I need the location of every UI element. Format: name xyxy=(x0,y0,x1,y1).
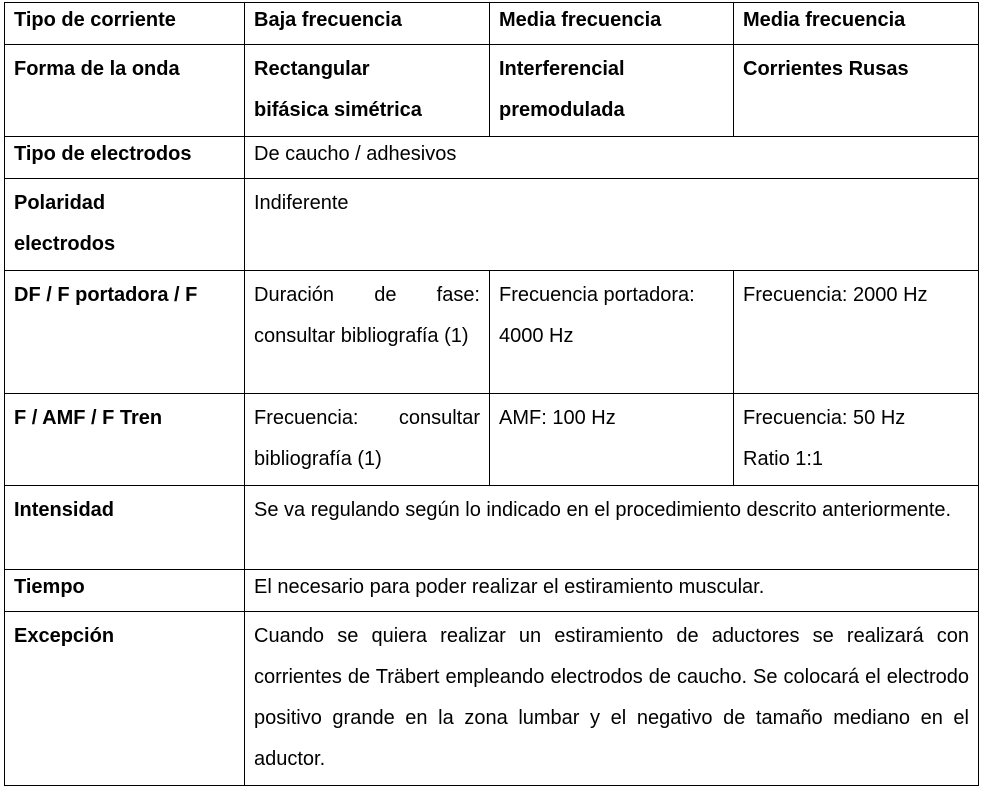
table-row-time xyxy=(5,570,979,612)
header-low-frequency: Baja frecuencia xyxy=(245,3,490,45)
waveform-rectangular: Rectangular bifásica simétrica xyxy=(245,45,490,137)
polarity-value: Indiferente xyxy=(245,179,979,271)
current-parameters-table xyxy=(4,2,979,786)
df-frequency: Frecuencia: 2000 Hz xyxy=(734,271,979,394)
row-label-electrodes-type: Tipo de electrodos xyxy=(5,137,245,179)
table-row-frequency xyxy=(5,394,979,486)
row-label-time: Tiempo xyxy=(5,570,245,612)
frequency-amf: AMF: 100 Hz xyxy=(490,394,734,486)
df-carrier-frequency: Frecuencia portadora: 4000 Hz xyxy=(490,271,734,394)
df-phase-duration: Duración de fase: consultar bibliografía (1) xyxy=(245,271,490,394)
row-label-polarity: Polaridad electrodos xyxy=(5,179,245,271)
electrodes-type-value: De caucho / adhesivos xyxy=(245,137,979,179)
frequency-low: Frecuencia: consultar bibliografía (1) xyxy=(245,394,490,486)
frequency-train: Frecuencia: 50 Hz Ratio 1:1 xyxy=(734,394,979,486)
row-label-intensity: Intensidad xyxy=(5,486,245,570)
waveform-russian: Corrientes Rusas xyxy=(734,45,979,137)
table-row-df-carrier xyxy=(5,271,979,394)
row-label-current-type: Tipo de corriente xyxy=(5,3,245,45)
table-row-intensity xyxy=(5,486,979,570)
row-label-frequency: F / AMF / F Tren xyxy=(5,394,245,486)
time-value: El necesario para poder realizar el estiramiento muscular. xyxy=(245,570,979,612)
exception-value: Cuando se quiera realizar un estiramiento de aductores se realizará con corrientes de Träbert empleando electrodos de caucho. Se colocará el electrodo positivo grande en la zona lumbar y el negativo de tamaño mediano en el aductor. xyxy=(245,612,979,786)
header-medium-frequency-1: Media frecuencia xyxy=(490,3,734,45)
row-label-waveform: Forma de la onda xyxy=(5,45,245,137)
intensity-value: Se va regulando según lo indicado en el procedimiento descrito anteriormente. xyxy=(245,486,979,570)
table-row-waveform xyxy=(5,45,979,137)
row-label-exception: Excepción xyxy=(5,612,245,786)
table-row-polarity xyxy=(5,179,979,271)
table-row-current-type xyxy=(5,3,979,45)
table-row-electrodes-type xyxy=(5,137,979,179)
table-row-exception xyxy=(5,612,979,786)
row-label-df-carrier: DF / F portadora / F xyxy=(5,271,245,394)
header-medium-frequency-2: Media frecuencia xyxy=(734,3,979,45)
waveform-interferential: Interferencial premodulada xyxy=(490,45,734,137)
